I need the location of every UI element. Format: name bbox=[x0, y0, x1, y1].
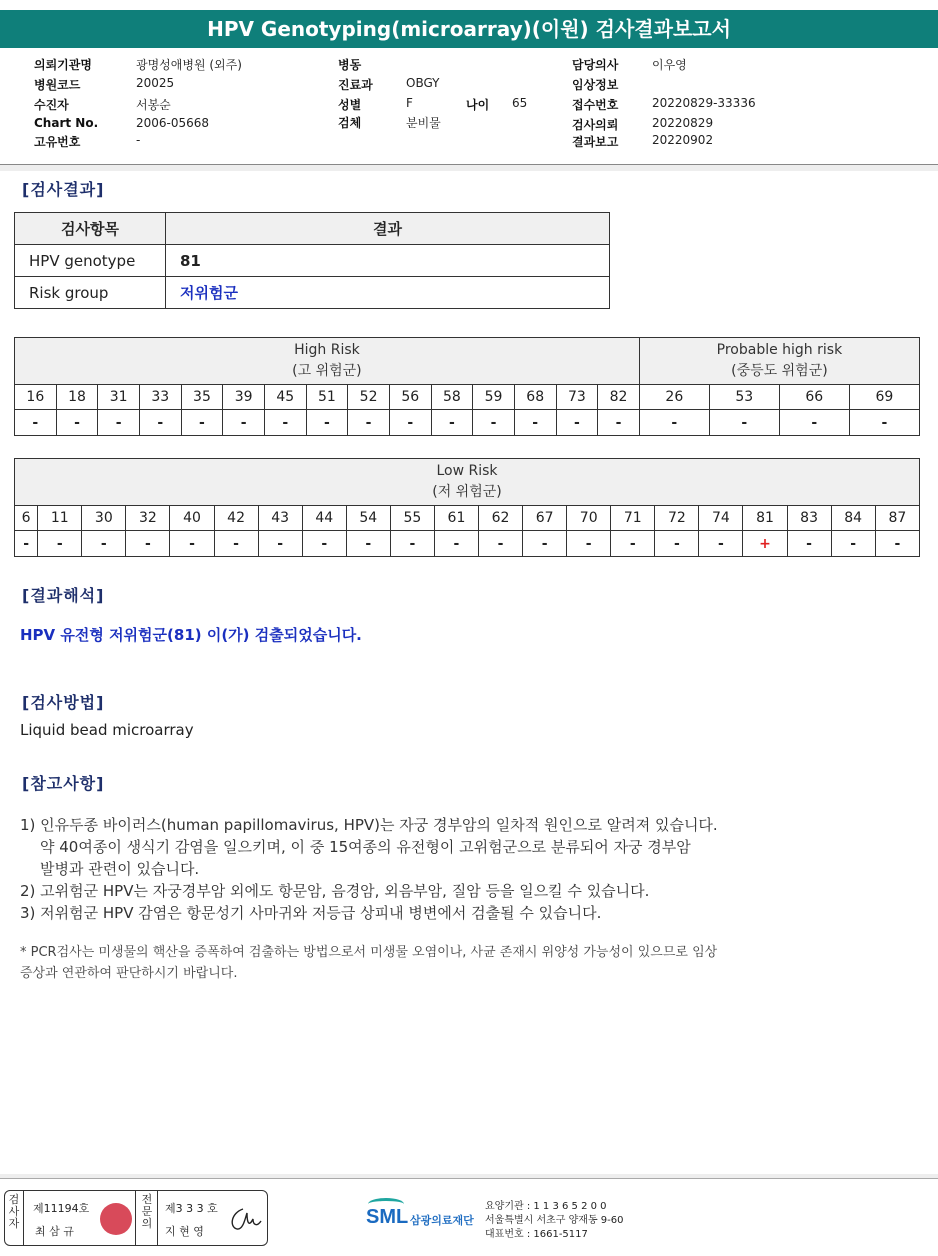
genotype-result: - bbox=[434, 531, 478, 557]
genotype-number: 54 bbox=[346, 506, 390, 531]
genotype-number: 69 bbox=[849, 385, 919, 410]
info-label: 임상정보 bbox=[572, 78, 619, 92]
info-value: 20220829 bbox=[652, 116, 714, 130]
genotype-number: 35 bbox=[181, 385, 223, 410]
info-label: 검사의뢰 bbox=[572, 118, 619, 132]
genotype-result: - bbox=[98, 410, 140, 436]
high-risk-header bbox=[15, 338, 640, 385]
info-value: 분비물 bbox=[406, 116, 441, 130]
genotype-result: - bbox=[567, 531, 611, 557]
genotype-result: + bbox=[743, 531, 787, 557]
genotype-number: 26 bbox=[639, 385, 709, 410]
contact-line: 서울특별시 서초구 양재동 9-60 bbox=[485, 1215, 624, 1226]
genotype-number: 44 bbox=[302, 506, 346, 531]
contact-info bbox=[485, 1200, 624, 1242]
genotype-number: 61 bbox=[434, 506, 478, 531]
info-value: 20220829-33336 bbox=[652, 96, 756, 110]
info-label: 담당의사 bbox=[572, 58, 619, 72]
genotype-number: 11 bbox=[38, 506, 82, 531]
doctor-name: 지 현 영 bbox=[165, 1225, 204, 1238]
logo-mark: SML bbox=[366, 1206, 409, 1228]
result-item: HPV genotype bbox=[15, 245, 166, 277]
genotype-number: 33 bbox=[139, 385, 181, 410]
genotype-number: 84 bbox=[831, 506, 875, 531]
signature-divider bbox=[23, 1191, 24, 1245]
signature-box bbox=[4, 1190, 268, 1246]
genotype-number: 52 bbox=[348, 385, 390, 410]
genotype-number: 16 bbox=[15, 385, 57, 410]
genotype-result: - bbox=[523, 531, 567, 557]
section-title-method: [검사방법] bbox=[22, 693, 105, 712]
genotype-result: - bbox=[655, 531, 699, 557]
genotype-result: - bbox=[139, 410, 181, 436]
genotype-result: - bbox=[849, 410, 919, 436]
genotype-result: - bbox=[390, 531, 434, 557]
result-item: Risk group bbox=[15, 277, 166, 309]
genotype-number: 39 bbox=[223, 385, 265, 410]
genotype-result: - bbox=[699, 531, 743, 557]
info-value: OBGY bbox=[406, 76, 440, 90]
genotype-result: - bbox=[15, 410, 57, 436]
genotype-number: 42 bbox=[214, 506, 258, 531]
info-label: 접수번호 bbox=[572, 98, 619, 112]
genotype-result: - bbox=[598, 410, 640, 436]
genotype-result: - bbox=[639, 410, 709, 436]
genotype-result: - bbox=[514, 410, 556, 436]
signature-scribble bbox=[227, 1205, 263, 1233]
genotype-result: - bbox=[170, 531, 214, 557]
genotype-result: - bbox=[214, 531, 258, 557]
genotype-result: - bbox=[431, 410, 473, 436]
genotype-result: - bbox=[779, 410, 849, 436]
genotype-result: - bbox=[709, 410, 779, 436]
genotype-number: 74 bbox=[699, 506, 743, 531]
footnote bbox=[20, 942, 920, 984]
footnote-line: 증상과 연관하여 판단하시기 바랍니다. bbox=[20, 966, 238, 981]
info-value: - bbox=[136, 133, 141, 147]
section-title-interpretation: [결과해석] bbox=[22, 586, 105, 605]
info-value: 20220902 bbox=[652, 133, 714, 147]
genotype-result: - bbox=[56, 410, 98, 436]
info-value: 65 bbox=[512, 96, 528, 110]
note-line: 1) 인유두종 바이러스(human papillomavirus, HPV)는 자궁 경부암의 일차적 원인으로 알려져 있습니다. bbox=[20, 816, 718, 834]
genotype-result: - bbox=[348, 410, 390, 436]
section-title-result: [검사결과] bbox=[22, 180, 105, 199]
genotype-number: 62 bbox=[479, 506, 523, 531]
genotype-result: - bbox=[38, 531, 82, 557]
genotype-number: 40 bbox=[170, 506, 214, 531]
genotype-result: - bbox=[306, 410, 348, 436]
result-value: 저위험군 bbox=[166, 277, 610, 309]
info-label: 진료과 bbox=[338, 78, 373, 92]
info-label: 결과보고 bbox=[572, 135, 619, 149]
genotype-number: 45 bbox=[264, 385, 306, 410]
genotype-result: - bbox=[787, 531, 831, 557]
genotype-result: - bbox=[258, 531, 302, 557]
divider-band bbox=[0, 165, 938, 171]
genotype-result: - bbox=[831, 531, 875, 557]
low-risk-subtitle: (저 위험군) bbox=[432, 484, 502, 500]
probable-risk-subtitle: (중등도 위험군) bbox=[731, 363, 828, 379]
genotype-result: - bbox=[264, 410, 306, 436]
genotype-number: 71 bbox=[611, 506, 655, 531]
info-value: 20025 bbox=[136, 76, 175, 90]
genotype-result: - bbox=[473, 410, 515, 436]
patient-info bbox=[0, 52, 938, 164]
contact-line: 요양기관 : 1 1 3 6 5 2 0 0 bbox=[485, 1201, 607, 1212]
info-label: 병원코드 bbox=[34, 78, 81, 92]
confirm-label: 전 문 의 bbox=[141, 1193, 153, 1230]
doctor-license: 제3 3 3 호 bbox=[165, 1202, 218, 1215]
genotype-number: 32 bbox=[126, 506, 170, 531]
genotype-number: 51 bbox=[306, 385, 348, 410]
genotype-result: - bbox=[126, 531, 170, 557]
genotype-number: 53 bbox=[709, 385, 779, 410]
low-risk-title: Low Risk bbox=[436, 463, 498, 479]
notes-list bbox=[20, 814, 920, 924]
genotype-result: - bbox=[223, 410, 265, 436]
genotype-number: 87 bbox=[875, 506, 919, 531]
note-line: 발병과 관련이 있습니다. bbox=[40, 860, 200, 878]
note-line: 2) 고위험군 HPV는 자궁경부암 외에도 항문암, 음경암, 외음부암, 질암 등을 일으킬 수 있습니다. bbox=[20, 882, 650, 900]
info-value: F bbox=[406, 96, 413, 110]
genotype-result: - bbox=[556, 410, 598, 436]
signature-divider bbox=[135, 1191, 136, 1245]
footer-divider bbox=[0, 1178, 938, 1179]
info-value: 이우영 bbox=[652, 58, 687, 72]
contact-line: 대표번호 : 1661-5117 bbox=[485, 1229, 588, 1240]
genotype-number: 72 bbox=[655, 506, 699, 531]
info-value: 광명성애병원 (외주) bbox=[136, 58, 242, 72]
report-title: HPV Genotyping(microarray)(이원) 검사결과보고서 bbox=[0, 10, 938, 48]
genotype-number: 68 bbox=[514, 385, 556, 410]
org-name: 삼광의료재단 bbox=[410, 1214, 474, 1227]
info-label: 수진자 bbox=[34, 98, 69, 112]
genotype-number: 30 bbox=[82, 506, 126, 531]
genotype-number: 43 bbox=[258, 506, 302, 531]
genotype-number: 83 bbox=[787, 506, 831, 531]
genotype-number: 59 bbox=[473, 385, 515, 410]
genotype-result: - bbox=[181, 410, 223, 436]
genotype-number: 82 bbox=[598, 385, 640, 410]
info-label: 병동 bbox=[338, 58, 362, 72]
result-header-item: 검사항목 bbox=[15, 213, 166, 245]
result-table bbox=[14, 212, 610, 309]
info-value: 2006-05668 bbox=[136, 116, 210, 130]
info-label: 성별 bbox=[338, 98, 362, 112]
genotype-number: 73 bbox=[556, 385, 598, 410]
genotype-result: - bbox=[15, 531, 38, 557]
section-title-notes: [참고사항] bbox=[22, 774, 105, 793]
seal-stamp bbox=[100, 1203, 132, 1235]
info-label: 검체 bbox=[338, 116, 362, 130]
tester-license: 제11194호 bbox=[33, 1202, 90, 1215]
result-value: 81 bbox=[166, 245, 610, 277]
low-risk-header bbox=[15, 459, 920, 506]
high-risk-title: High Risk bbox=[294, 342, 360, 358]
genotype-number: 66 bbox=[779, 385, 849, 410]
genotype-number: 58 bbox=[431, 385, 473, 410]
info-label: Chart No. bbox=[34, 116, 99, 130]
footnote-line: * PCR검사는 미생물의 핵산을 증폭하여 검출하는 방법으로서 미생물 오염이나, 사균 존재시 위양성 가능성이 있으므로 임상 bbox=[20, 945, 718, 960]
note-line: 약 40여종이 생식기 감염을 일으키며, 이 중 15여종의 유전형이 고위험군으로 분류되어 자궁 경부암 bbox=[40, 838, 691, 856]
genotype-number: 6 bbox=[15, 506, 38, 531]
sml-logo bbox=[366, 1198, 486, 1238]
genotype-number: 31 bbox=[98, 385, 140, 410]
info-value: 서봉순 bbox=[136, 98, 171, 112]
result-header-value: 결과 bbox=[166, 213, 610, 245]
method-text: Liquid bead microarray bbox=[20, 721, 194, 739]
low-risk-table bbox=[14, 458, 920, 557]
genotype-number: 70 bbox=[567, 506, 611, 531]
genotype-result: - bbox=[479, 531, 523, 557]
info-label: 의뢰기관명 bbox=[34, 58, 92, 72]
high-risk-subtitle: (고 위험군) bbox=[292, 363, 362, 379]
interpretation-text: HPV 유전형 저위험군(81) 이(가) 검출되었습니다. bbox=[20, 626, 362, 644]
note-line: 3) 저위험군 HPV 감염은 항문성기 사마귀와 저등급 상피내 병변에서 검출될 수 있습니다. bbox=[20, 904, 602, 922]
genotype-number: 67 bbox=[523, 506, 567, 531]
signature-divider bbox=[157, 1191, 158, 1245]
genotype-result: - bbox=[346, 531, 390, 557]
genotype-number: 55 bbox=[390, 506, 434, 531]
genotype-result: - bbox=[875, 531, 919, 557]
genotype-result: - bbox=[389, 410, 431, 436]
info-label: 나이 bbox=[466, 98, 490, 112]
genotype-result: - bbox=[302, 531, 346, 557]
genotype-result: - bbox=[611, 531, 655, 557]
genotype-number: 81 bbox=[743, 506, 787, 531]
info-label: 고유번호 bbox=[34, 135, 81, 149]
genotype-result: - bbox=[82, 531, 126, 557]
genotype-number: 56 bbox=[389, 385, 431, 410]
genotype-number: 18 bbox=[56, 385, 98, 410]
probable-risk-title: Probable high risk bbox=[716, 342, 843, 358]
tester-name: 최 삼 규 bbox=[35, 1225, 74, 1238]
high-risk-table bbox=[14, 337, 920, 436]
probable-risk-header bbox=[639, 338, 919, 385]
tester-label: 검 사 자 bbox=[8, 1193, 20, 1230]
